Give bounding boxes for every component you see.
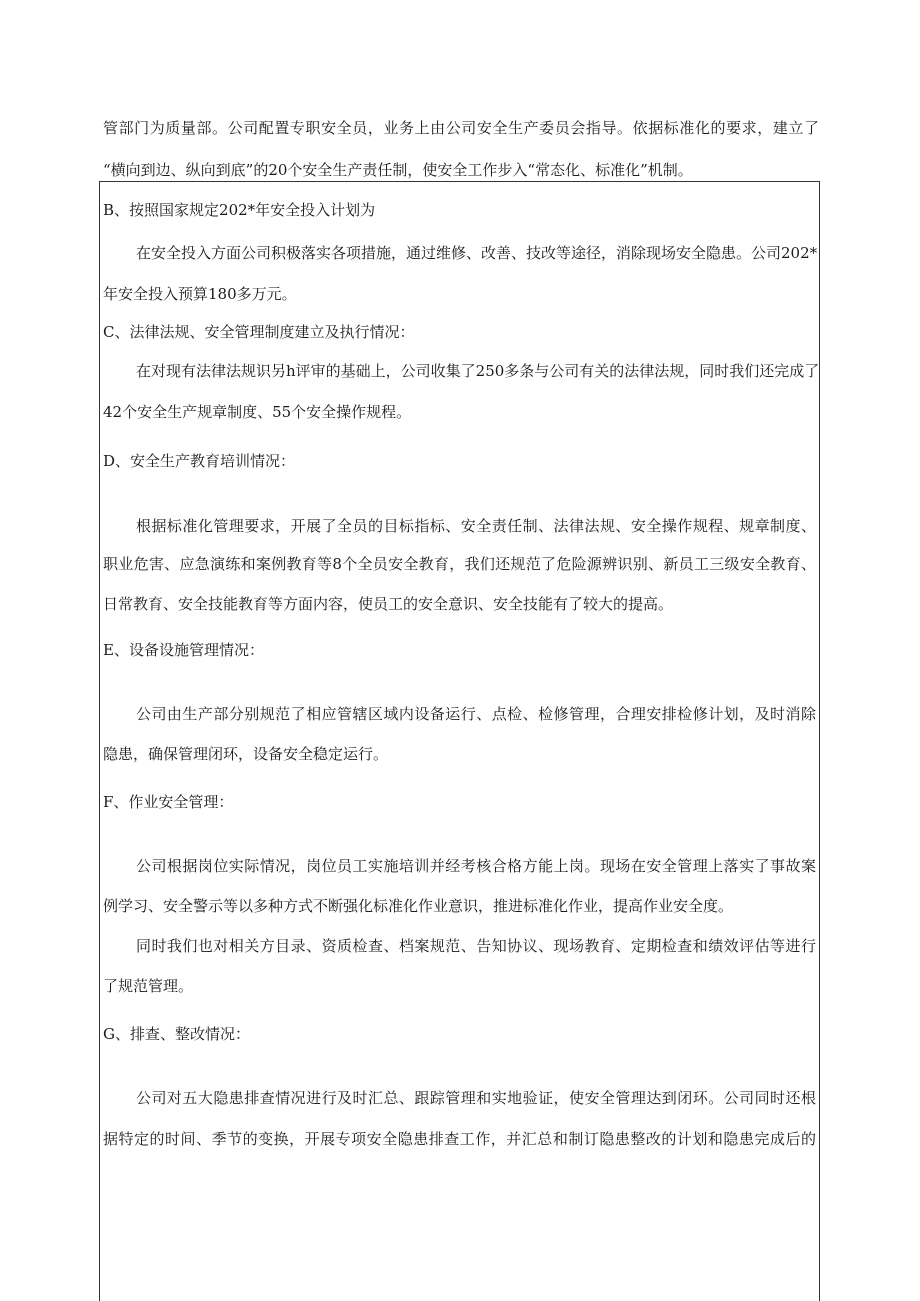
section-f-line-2: 例学习、安全警示等以多种方式不断强化标准化作业意识，推进标准化作业，提高作业安全度。 <box>103 897 734 915</box>
section-e-heading: E、设备设施管理情况： <box>103 641 264 659</box>
section-e-line-1: 公司由生产部分别规范了相应管辖区域内设备运行、点检、检修管理，合理安排检修计划，及时消除 <box>136 705 816 723</box>
section-g-line-2: 据特定的时间、季节的变换，开展专项安全隐患排查工作，并汇总和制订隐患整改的计划和隐患完成后的 <box>103 1130 816 1148</box>
section-d-heading: D、安全生产教育培训情况： <box>103 452 296 470</box>
section-f-line-4: 了规范管理。 <box>103 977 194 995</box>
section-c-line-2: 42个安全生产规章制度、55个安全操作规程。 <box>103 403 412 421</box>
section-e-line-2: 隐患，确保管理闭环，设备安全稳定运行。 <box>103 745 389 763</box>
section-f-line-1: 公司根据岗位实际情况，岗位员工实施培训并经考核合格方能上岗。现场在安全管理上落实了事故案 <box>136 857 816 875</box>
section-f-heading: F、作业安全管理： <box>103 793 234 811</box>
section-f-line-3: 同时我们也对相关方目录、资质检查、档案规范、告知协议、现场教育、定期检查和绩效评估等进行 <box>136 937 816 955</box>
section-g-heading: G、排查、整改情况： <box>103 1025 250 1043</box>
section-c-line-1: 在对现有法律法规识另h评审的基础上，公司收集了250多条与公司有关的法律法规，同时我们还完成了 <box>136 362 820 380</box>
section-b-line-2: 年安全投入预算180多万元。 <box>103 285 297 303</box>
section-d-line-1: 根据标准化管理要求，开展了全员的目标指标、安全责任制、法律法规、安全操作规程、规章制度、 <box>136 517 816 535</box>
section-g-line-1: 公司对五大隐患排查情况进行及时汇总、跟踪管理和实地验证，使安全管理达到闭环。公司同时还根 <box>136 1089 816 1107</box>
section-d-line-3: 日常教育、安全技能教育等方面内容，使员工的安全意识、安全技能有了较大的提高。 <box>103 595 674 613</box>
intro-line-2: “横向到边、纵向到底”的20个安全生产责任制，使安全工作步入“常态化、标准化”机制。 <box>103 161 693 179</box>
section-b-heading: B、按照国家规定202*年安全投入计划为 <box>103 201 376 219</box>
section-c-heading: C、法律法规、安全管理制度建立及执行情况： <box>103 323 415 341</box>
section-d-line-2: 职业危害、应急演练和案例教育等8个全员安全教育，我们还规范了危险源辨识别、新员工三级安全教育、 <box>103 555 816 573</box>
intro-line-1: 管部门为质量部。公司配置专职安全员，业务上由公司安全生产委员会指导。依据标准化的要求，建立了 <box>103 119 819 137</box>
section-b-line-1: 在安全投入方面公司积极落实各项措施，通过维修、改善、技改等途径，消除现场安全隐患。公司202* <box>136 244 818 262</box>
